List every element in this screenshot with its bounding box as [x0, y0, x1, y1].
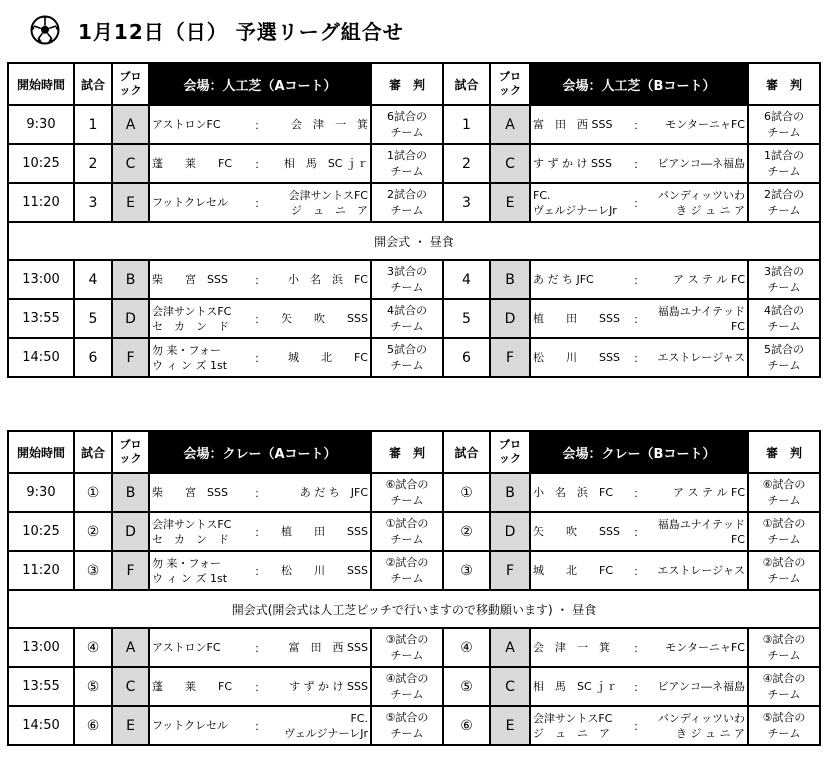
block-letter: F: [112, 338, 149, 377]
block-letter: B: [490, 473, 530, 512]
team-away: 会津サントスFC ジ ュ ニ ア: [288, 188, 368, 217]
header-time: 開始時間: [8, 431, 74, 473]
matchup: [530, 473, 748, 512]
start-time: 14:50: [8, 338, 74, 377]
schedule-table-clay: [7, 430, 821, 746]
header-block-label: ブロ ック: [119, 438, 142, 465]
header-ref-a: 審 判: [371, 63, 443, 105]
team-away: 松 川 SSS: [281, 564, 368, 577]
game-number: ①: [443, 473, 490, 512]
versus-separator: ：: [633, 486, 645, 500]
table-row: [8, 183, 820, 222]
block-letter: C: [112, 144, 149, 183]
header-block-label: ブロ ック: [499, 70, 521, 97]
start-time: 13:55: [8, 299, 74, 338]
team-away: 城 北 FC: [287, 351, 368, 364]
matchup: [149, 667, 371, 706]
team-home: FC. ヴェルジナーレJr: [533, 188, 617, 217]
referee-team: ⑥試合の チーム: [371, 473, 443, 512]
table-row: [8, 706, 820, 745]
game-number: ⑥: [443, 706, 490, 745]
table-row: [8, 144, 820, 183]
start-time: 10:25: [8, 512, 74, 551]
table-row: [8, 512, 820, 551]
matchup: [149, 628, 371, 667]
versus-separator: ：: [254, 118, 266, 132]
start-time: 13:00: [8, 260, 74, 299]
header-row: [8, 63, 820, 105]
block-letter: C: [490, 144, 530, 183]
matchup: [530, 512, 748, 551]
game-number: 3: [74, 183, 112, 222]
block-letter: A: [490, 628, 530, 667]
header-ref-b: 審 判: [748, 431, 820, 473]
header-time: 開始時間: [8, 63, 74, 105]
block-letter: E: [490, 706, 530, 745]
matchup: [530, 183, 748, 222]
game-number: 2: [74, 144, 112, 183]
team-home: 相 馬 SC ｊｒ: [533, 680, 618, 693]
matchup: [149, 551, 371, 590]
block-letter: B: [112, 260, 149, 299]
game-number: ②: [74, 512, 112, 551]
referee-team: 1試合の チーム: [748, 144, 820, 183]
game-number: ②: [443, 512, 490, 551]
team-home: 会津サントスFC セ カ ン ド: [152, 304, 232, 333]
game-number: ④: [443, 628, 490, 667]
start-time: 10:25: [8, 144, 74, 183]
matchup: [149, 260, 371, 299]
block-letter: B: [112, 473, 149, 512]
team-away: ビアンコ―ネ福島: [657, 157, 745, 170]
game-number: 4: [74, 260, 112, 299]
referee-team: ⑤試合の チーム: [748, 706, 820, 745]
team-home: 柴 宮 SSS: [152, 273, 228, 286]
team-home: 会 津 一 箕: [533, 641, 610, 654]
header-block: [112, 431, 149, 473]
game-number: ⑤: [74, 667, 112, 706]
versus-separator: ：: [254, 680, 266, 694]
versus-separator: ：: [254, 641, 266, 655]
header-block-b: [490, 431, 530, 473]
referee-team: 6試合の チーム: [748, 105, 820, 144]
team-home: す ず か け SSS: [533, 157, 612, 170]
game-number: 6: [443, 338, 490, 377]
header-block: [112, 63, 149, 105]
team-home: 勿 来・フォー ウ ィ ン ズ 1st: [152, 343, 228, 372]
block-letter: A: [112, 105, 149, 144]
team-away: ア ス テ ル FC: [673, 273, 745, 286]
start-time: 13:00: [8, 628, 74, 667]
team-away: 福島ユナイテッド FC: [657, 304, 745, 333]
versus-separator: ：: [633, 525, 645, 539]
game-number: ⑤: [443, 667, 490, 706]
team-home: 植 田 SSS: [533, 312, 620, 325]
referee-team: 4試合の チーム: [748, 299, 820, 338]
matchup: [149, 105, 371, 144]
versus-separator: ：: [633, 273, 645, 287]
team-home: 富 田 西 SSS: [533, 118, 613, 131]
header-game: 試合: [74, 431, 112, 473]
team-away: 矢 吹 SSS: [281, 312, 368, 325]
versus-separator: ：: [633, 312, 645, 326]
header-game-b: 試合: [443, 63, 490, 105]
referee-team: ②試合の チーム: [371, 551, 443, 590]
versus-separator: ：: [254, 525, 266, 539]
matchup: [149, 706, 371, 745]
team-away: モンターニャFC: [665, 118, 745, 131]
game-number: ④: [74, 628, 112, 667]
referee-team: ③試合の チーム: [748, 628, 820, 667]
start-time: 11:20: [8, 551, 74, 590]
block-letter: E: [112, 183, 149, 222]
table-row: [8, 667, 820, 706]
start-time: 9:30: [8, 473, 74, 512]
game-number: 6: [74, 338, 112, 377]
header-venue-b: 会場：人工芝（Bコート）: [530, 63, 748, 105]
table-row: [8, 473, 820, 512]
team-home: あ だ ち JFC: [533, 273, 594, 286]
matchup: [530, 551, 748, 590]
header-game: 試合: [74, 63, 112, 105]
table-row: [8, 628, 820, 667]
team-home: 蓬 莱 FC: [152, 680, 233, 693]
block-letter: F: [490, 551, 530, 590]
versus-separator: ：: [254, 719, 266, 733]
team-away: あ だ ち JFC: [299, 486, 368, 499]
title-row: [30, 12, 404, 48]
team-away: 会 津 一 箕: [291, 118, 368, 131]
referee-team: ④試合の チーム: [371, 667, 443, 706]
header-ref-a: 審 判: [371, 431, 443, 473]
versus-separator: ：: [254, 196, 266, 210]
game-number: 2: [443, 144, 490, 183]
versus-separator: ：: [254, 486, 266, 500]
versus-separator: ：: [633, 196, 645, 210]
versus-separator: ：: [633, 351, 645, 365]
header-block-b: [490, 63, 530, 105]
table-row: [8, 299, 820, 338]
matchup: [530, 105, 748, 144]
team-away: エストレージャス: [657, 351, 745, 364]
team-away: ビアンコ―ネ福島: [657, 680, 745, 693]
referee-team: ①試合の チーム: [748, 512, 820, 551]
matchup: [530, 706, 748, 745]
versus-separator: ：: [633, 719, 645, 733]
referee-team: ④試合の チーム: [748, 667, 820, 706]
break-label: 開会式 ・ 昼食: [8, 222, 820, 260]
block-letter: D: [112, 299, 149, 338]
team-home: 松 川 SSS: [533, 351, 620, 364]
team-home: フットクレセル: [152, 196, 229, 209]
block-letter: D: [490, 512, 530, 551]
break-row: [8, 590, 820, 628]
table-row: [8, 260, 820, 299]
block-letter: F: [490, 338, 530, 377]
t1-body: [8, 63, 820, 377]
team-home: 会津サントスFC セ カ ン ド: [152, 517, 232, 546]
team-home: 会津サントスFC ジ ュ ニ ア: [533, 711, 613, 740]
team-home: フットクレセル: [152, 719, 229, 732]
versus-separator: ：: [254, 351, 266, 365]
schedule-table-turf: [7, 62, 821, 378]
team-away: エストレージャス: [657, 564, 745, 577]
break-label: 開会式(開会式は人工芝ピッチで行いますので移動願います) ・ 昼食: [8, 590, 820, 628]
referee-team: ②試合の チーム: [748, 551, 820, 590]
game-number: 1: [443, 105, 490, 144]
team-home: 柴 宮 SSS: [152, 486, 228, 499]
referee-team: 6試合の チーム: [371, 105, 443, 144]
block-letter: C: [112, 667, 149, 706]
game-number: 5: [74, 299, 112, 338]
referee-team: ①試合の チーム: [371, 512, 443, 551]
versus-separator: ：: [633, 680, 645, 694]
team-home: 城 北 FC: [533, 564, 614, 577]
matchup: [530, 299, 748, 338]
versus-separator: ：: [254, 312, 266, 326]
referee-team: 2試合の チーム: [371, 183, 443, 222]
team-away: ア ス テ ル FC: [673, 486, 745, 499]
matchup: [149, 183, 371, 222]
table-row: [8, 105, 820, 144]
team-home: アストロンFC: [152, 641, 221, 654]
matchup: [530, 144, 748, 183]
block-letter: E: [490, 183, 530, 222]
header-venue-b: 会場：クレー（Bコート）: [530, 431, 748, 473]
page-title: 1月12日（日） 予選リーグ組合せ: [78, 19, 404, 44]
start-time: 14:50: [8, 706, 74, 745]
block-letter: E: [112, 706, 149, 745]
header-block-label: ブロ ック: [119, 70, 142, 97]
start-time: 11:20: [8, 183, 74, 222]
team-home: 矢 吹 SSS: [533, 525, 620, 538]
team-away: 富 田 西 SSS: [288, 641, 368, 654]
referee-team: 1試合の チーム: [371, 144, 443, 183]
referee-team: 2試合の チーム: [748, 183, 820, 222]
header-row: [8, 431, 820, 473]
team-home: 勿 来・フォー ウ ィ ン ズ 1st: [152, 556, 228, 585]
table-row: [8, 338, 820, 377]
referee-team: ⑥試合の チーム: [748, 473, 820, 512]
team-away: 相 馬 SC ｊｒ: [283, 157, 368, 170]
soccer-ball-icon: [30, 15, 60, 45]
referee-team: 5試合の チーム: [748, 338, 820, 377]
game-number: 1: [74, 105, 112, 144]
referee-team: 5試合の チーム: [371, 338, 443, 377]
versus-separator: ：: [633, 641, 645, 655]
start-time: 13:55: [8, 667, 74, 706]
game-number: 3: [443, 183, 490, 222]
versus-separator: ：: [254, 157, 266, 171]
break-row: [8, 222, 820, 260]
header-block-label: ブロ ック: [499, 438, 521, 465]
versus-separator: ：: [633, 118, 645, 132]
matchup: [149, 512, 371, 551]
game-number: 4: [443, 260, 490, 299]
start-time: 9:30: [8, 105, 74, 144]
header-ref-b: 審 判: [748, 63, 820, 105]
team-home: 小 名 浜 FC: [533, 486, 614, 499]
versus-separator: ：: [633, 564, 645, 578]
team-away: 福島ユナイテッド FC: [657, 517, 745, 546]
header-game-b: 試合: [443, 431, 490, 473]
team-away: FC. ヴェルジナーレJr: [284, 711, 368, 740]
matchup: [149, 473, 371, 512]
team-away: 植 田 SSS: [281, 525, 368, 538]
team-home: 蓬 莱 FC: [152, 157, 233, 170]
matchup: [530, 338, 748, 377]
block-letter: D: [490, 299, 530, 338]
referee-team: 4試合の チーム: [371, 299, 443, 338]
referee-team: ③試合の チーム: [371, 628, 443, 667]
versus-separator: ：: [254, 273, 266, 287]
referee-team: 3試合の チーム: [371, 260, 443, 299]
team-home: アストロンFC: [152, 118, 221, 131]
game-number: ⑥: [74, 706, 112, 745]
versus-separator: ：: [633, 157, 645, 171]
t2-body: [8, 431, 820, 745]
matchup: [530, 667, 748, 706]
team-away: す ず か け SSS: [289, 680, 368, 693]
team-away: バンディッツいわ き ジ ュ ニ ア: [657, 188, 745, 217]
team-away: 小 名 浜 FC: [287, 273, 368, 286]
matchup: [149, 144, 371, 183]
block-letter: C: [490, 667, 530, 706]
matchup: [149, 299, 371, 338]
game-number: ③: [74, 551, 112, 590]
block-letter: A: [112, 628, 149, 667]
block-letter: F: [112, 551, 149, 590]
game-number: ①: [74, 473, 112, 512]
block-letter: A: [490, 105, 530, 144]
referee-team: ⑤試合の チーム: [371, 706, 443, 745]
header-venue-a: 会場：人工芝（Aコート）: [149, 63, 371, 105]
header-venue-a: 会場：クレー（Aコート）: [149, 431, 371, 473]
matchup: [530, 260, 748, 299]
versus-separator: ：: [254, 564, 266, 578]
game-number: ③: [443, 551, 490, 590]
team-away: モンターニャFC: [665, 641, 745, 654]
block-letter: B: [490, 260, 530, 299]
matchup: [149, 338, 371, 377]
table-row: [8, 551, 820, 590]
referee-team: 3試合の チーム: [748, 260, 820, 299]
matchup: [530, 628, 748, 667]
block-letter: D: [112, 512, 149, 551]
game-number: 5: [443, 299, 490, 338]
team-away: バンディッツいわ き ジ ュ ニ ア: [657, 711, 745, 740]
